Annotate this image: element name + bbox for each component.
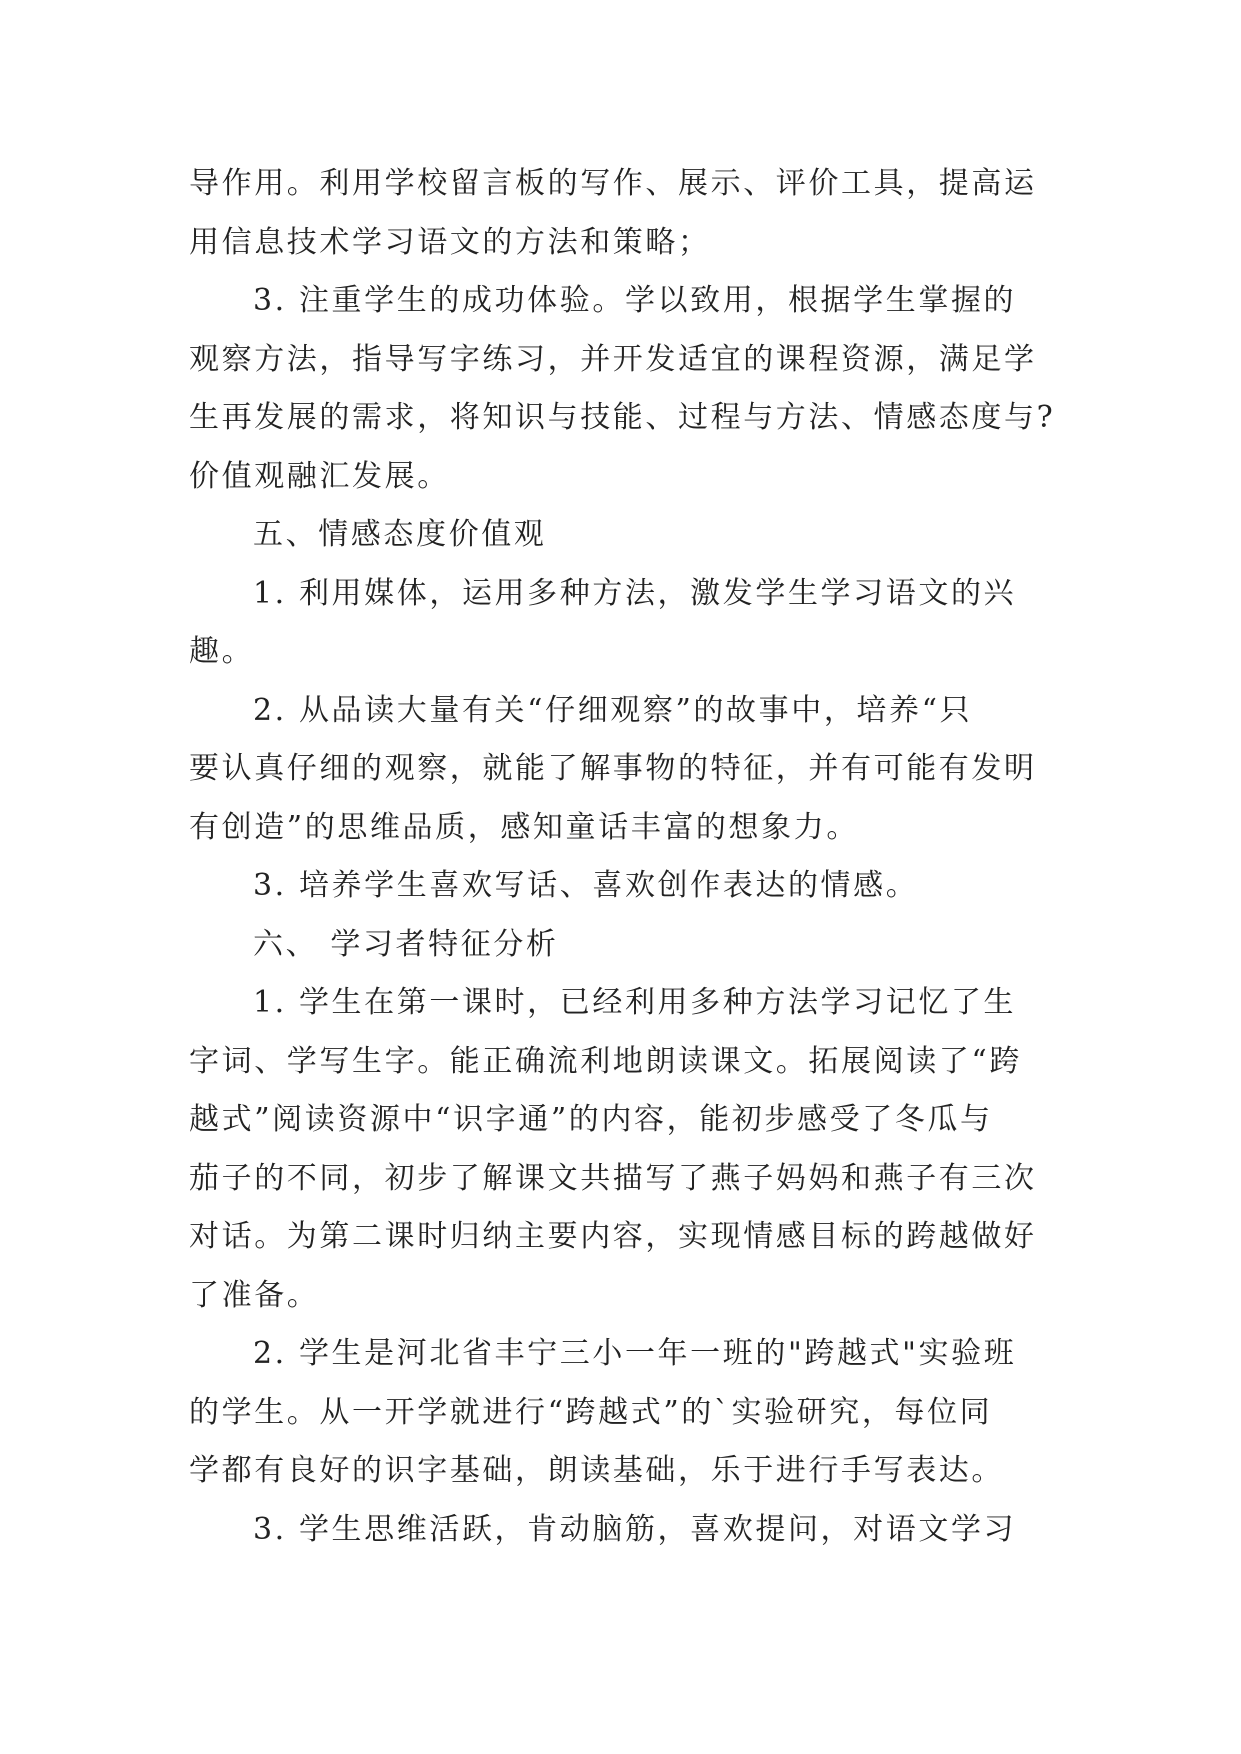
text-line: 字词、学写生字。能正确流利地朗读课文。拓展阅读了“跨 (189, 1043, 1022, 1079)
section-heading: 五、情感态度价值观 (253, 517, 547, 552)
text-line: 茄子的不同，初步了解课文共描写了燕子妈妈和燕子有三次 (189, 1160, 1037, 1196)
text-line: 1. 学生在第一课时，已经利用多种方法学习记忆了生 (253, 985, 1017, 1020)
section-heading: 六、 学习者特征分析 (253, 926, 559, 962)
text-line: 用信息技术学习语文的方法和策略； (189, 224, 711, 260)
text-line: 3. 培养学生喜欢写话、喜欢创作表达的情感。 (253, 868, 919, 903)
text-line: 价值观融汇发展。 (189, 458, 450, 494)
text-line: 3. 注重学生的成功体验。学以致用，根据学生掌握的 (253, 283, 1017, 318)
text-line: 有创造”的思维品质，感知童话丰富的想象力。 (189, 809, 859, 845)
text-line: 导作用。利用学校留言板的写作、展示、评价工具，提高运 (189, 166, 1037, 201)
text-line: 要认真仔细的观察，就能了解事物的特征，并有可能有发明 (189, 751, 1037, 786)
text-line: 越式”阅读资源中“识字通”的内容，能初步感受了冬瓜与 (189, 1102, 993, 1137)
text-line: 生再发展的需求，将知识与技能、过程与方法、情感态度与? (189, 400, 1056, 435)
text-line: 2. 学生是河北省丰宁三小一年一班的"跨越式"实验班 (253, 1336, 1017, 1371)
text-line: 2. 从品读大量有关“仔细观察”的故事中，培养“只 (253, 692, 973, 728)
text-line: 学都有良好的识字基础，朗读基础，乐于进行手写表达。 (189, 1453, 1004, 1488)
text-line: 了准备。 (189, 1277, 320, 1313)
document-body (189, 155, 1059, 1559)
text-line: 1. 利用媒体，运用多种方法，激发学生学习语文的兴 (253, 575, 1017, 611)
text-line: 对话。为第二课时归纳主要内容，实现情感目标的跨越做好 (189, 1219, 1037, 1254)
text-line: 3. 学生思维活跃，肯动脑筋，喜欢提问，对语文学习 (253, 1511, 1017, 1547)
text-line: 的学生。从一开学就进行“跨越式”的`实验研究，每位同 (189, 1394, 993, 1430)
text-line: 趣。 (189, 634, 255, 669)
text-line: 观察方法，指导写字练习，并开发适宜的课程资源，满足学 (189, 341, 1037, 377)
